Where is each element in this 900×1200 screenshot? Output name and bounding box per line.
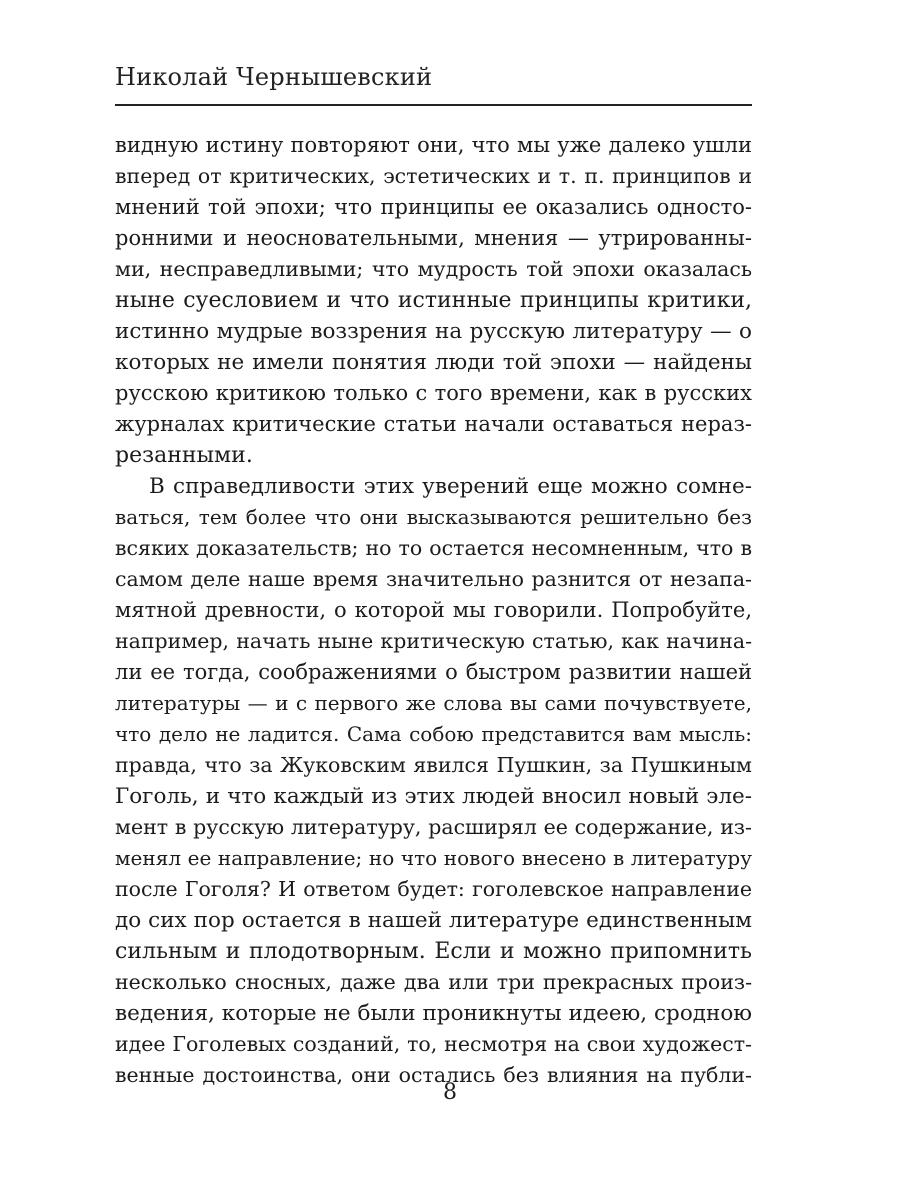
text-line: В справедливости этих уверений еще можно сомне-	[149, 474, 752, 499]
text-line: мятной древности, о которой мы говорили. Попробуйте,	[115, 598, 752, 622]
text-line: ми, несправедливыми; что мудрость той эпохи оказалась	[115, 257, 752, 281]
text-line: истинно мудрые воззрения на русскую литературу — о	[115, 319, 752, 344]
text-line: менял ее направление; но что нового внесено в литературу	[115, 846, 752, 870]
text-line: например, начать ныне критическую статью, как начина-	[115, 629, 752, 653]
text-line: ваться, тем более что они высказываются решительно без	[115, 505, 752, 529]
text-line: литературы — и с первого же слова вы сами почувствуете,	[115, 691, 752, 715]
text-line: Гоголь, и что каждый из этих людей вносил новый эле-	[115, 784, 752, 809]
text-line: несколько сносных, даже два или три прекрасных произ-	[115, 970, 752, 994]
text-line: мент в русскую литературу, расширял ее содержание, из-	[115, 815, 752, 839]
text-line: после Гоголя? И ответом будет: гоголевское направление	[115, 877, 752, 901]
text-line: журналах критические статьи начали оставаться нераз-	[115, 412, 752, 436]
text-line: мнений той эпохи; что принципы ее оказались односто-	[115, 195, 752, 219]
text-line: русскою критикою только с того времени, как в русских	[115, 381, 752, 405]
page-number: 8	[443, 1080, 457, 1105]
body-text	[115, 130, 752, 1091]
paragraph-1	[115, 130, 752, 471]
text-line: идее Гоголевых созданий, то, несмотря на свои художест-	[115, 1032, 752, 1056]
text-line: ведения, которые не были проникнуты идеею, сродною	[115, 1001, 752, 1026]
text-line: сильным и плодотворным. Если и можно припомнить	[115, 939, 752, 964]
text-line: до сих пор остается в нашей литературе единственным	[115, 908, 752, 933]
text-line: венные достоинства, они остались без влияния на публи-	[115, 1063, 752, 1087]
header-rule	[115, 104, 752, 106]
text-line: что дело не ладится. Сама собою представится вам мысль:	[115, 722, 752, 746]
text-line: вперед от критических, эстетических и т. п. принципов и	[115, 164, 752, 188]
text-line: ныне суесловием и что истинные принципы критики,	[115, 288, 752, 313]
text-line: всяких доказательств; но то остается несомненным, что в	[115, 536, 752, 560]
text-line: ронними и неосновательными, мнения — утрированны-	[115, 226, 752, 250]
text-line: ли ее тогда, соображениями о быстром развитии нашей	[115, 660, 752, 684]
text-line: самом деле наше время значительно разнится от незапа-	[115, 567, 752, 591]
text-line: резанными.	[115, 443, 253, 468]
text-line: правда, что за Жуковским явился Пушкин, за Пушкиным	[115, 753, 752, 777]
paragraph-2	[115, 471, 752, 1091]
running-head-title: Николай Чернышевский	[115, 63, 433, 91]
text-line: которых не имели понятия люди той эпохи — найдены	[115, 350, 752, 375]
text-line: видную истину повторяют они, что мы уже далеко ушли	[115, 133, 752, 157]
